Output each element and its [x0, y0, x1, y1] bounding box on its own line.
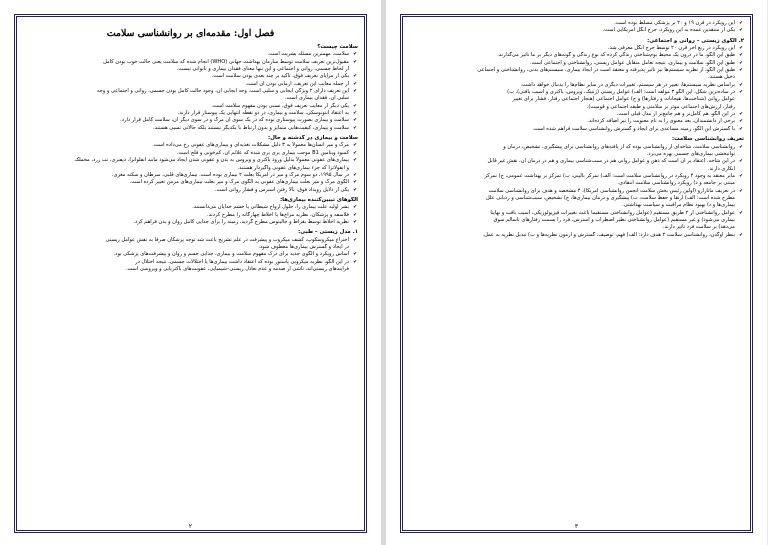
bullet-item: ✔ فلاسفه و پزشکان، نظریه مزاج‌ها یا اخلاط چهارگانه را مطرح کردند.: [23, 212, 358, 219]
bullet-item: ✔ از جمله معایب این تعریف، آرمانی بودن آن است.: [23, 81, 358, 88]
bullet-item: ✔ در این شاخه، اعتقاد بر آن است که ذهن و عوامل روانی هم در سبب‌شناسی بیماری و هم در درمان آن، نقش غیر قابل: [409, 158, 744, 165]
bullet-continuation: مطرح شده است: الف) ارتقا و حفظ سلامت، ب) پیشگیری و درمان بیماری‌ها، ج) تشخیص، سبب‌شناسی و ردیابی علل: [486, 194, 735, 201]
bullet-item: ✔ در این الگو، هم کامل‌تر و هم جامع‌تر از مدل قبلی است.: [409, 111, 744, 118]
bullet-continuation: مبتنی بر جامعه و د) رویکرد روانشناسی سلامت انتقادی.: [617, 180, 735, 187]
right-page-content: [409, 20, 744, 523]
left-page: [0, 0, 381, 545]
bullet-item: ✔ الگوی مرگ و میر بعلت بیماری‌های عفونی به الگوی مرگ و میر بعلت بیماری‌های مزمن تغییر کرده است.: [23, 179, 358, 186]
bullet-item: ✔ این رویکرد در ربع آخر قرن ۲۰ توسط جرج انگل معرفی شد.: [409, 45, 744, 52]
left-text-lines: [23, 44, 358, 273]
bullet-item: ✔ عوامل روانشناختی از ۲ طریق مستقیم (عوامل روانشناختی مستقیماً باعث تغییرات فیزیولوژیکی، آسیب بافت و نهایتاً: [409, 210, 744, 217]
bullet-item: ✔ طبق این الگو، سلامت و بیماری، نتیجه تعامل متقابل عوامل زیستی، روانشناختی و اجتماعی است.: [409, 60, 744, 67]
right-page: [386, 0, 767, 545]
section-heading: الگوهای تبیین‌کننده بیماری‌ها:: [280, 196, 358, 203]
bullet-item: ✔ روانشناسی سلامت، شاخه‌ای از روانشناسی بوده که از یافته‌های روانشناسی برای پیشگیری، تشخیص، درمان و: [409, 144, 744, 151]
bullet-item: ✔ یکی دیگر از معایب تعریف فوق، نسبی بودن مفهوم سلامت است.: [23, 103, 358, 110]
bullet-item: ✔ در ساده‌ترین شکل، این الگو ۳ مولفه است: الف) عوامل زیستی (ژنتیک، ویروس، باکتری و آسیب بافتی)، ب): [409, 89, 744, 96]
bullet-continuation: می‌دهد) بر سلامت فرد تاثیر دارند.: [662, 224, 735, 231]
bullet-item: ✔ اساس رویکرد و الگوی جدید برای درک مفهوم سلامت و بیماری، جدایی جسم و روان و پیشرفت‌های پزشکی بود.: [23, 251, 358, 258]
bullet-continuation: در ایجاد و گسترش بیماری‌ها معطوف شود.: [258, 243, 349, 250]
bullet-continuation: دخیل هستند.: [707, 74, 735, 81]
bullet-item: ✔ در این الگو، نظریه میکروبی پاستور بوده که اعتقاد داشت بیماری‌ها یا اختلالات جسمی، نتیجه اختلال در: [23, 259, 358, 266]
page-number: ۲: [188, 523, 193, 530]
section-heading: سلامت و بیماری در گذشته و حال:: [268, 135, 358, 142]
bullet-continuation: عوامل روانی (شناخت‌ها، هیجانات و رفتارها) و ج) عوامل اجتماعی (هنجار اجتماعی رفتار، فشار برای تغییر: [512, 96, 735, 103]
bullet-continuation: بیماری می‌شود) و غیر مستقیم (عوامل روانشناختی نظیر اضطراب و استرس، فرد را بسمت رفتارهای ناسالم سوق: [493, 216, 735, 223]
bullet-item: ✔ طبق این الگو، ما در درون یک محیط بوم‌شناختی زندگی کرده که نوع زندگی و گونه‌های دیگر بر ما تاثیر می‌گذارند.: [409, 52, 744, 59]
bullet-item: ✔ یکی از منتقدین عمده به این رویکرد، جرج انگل آمریکایی است.: [409, 27, 744, 34]
section-heading: ۱. مدل زیستی – طبی:: [298, 229, 358, 236]
bullet-continuation: سلبی آن، فقدان بیماری است.: [284, 95, 349, 102]
bullet-continuation: توانبخشی بیماری‌های جسمی بهره می‌برد.: [646, 150, 735, 157]
bullet-item: ✔ اختراع میکروسکوپ، کشف میکروب و پیشرفت در علم تشریح باعث شد توجه پزشکان صرفاً به نقش عوامل زیستی: [23, 237, 358, 244]
bullet-item: ✔ در سال ۱۹۹۵، دو سوم مرگ و میر در آمریکا بعلت ۲ بیماری بوده است. بیماری‌های قلبی، سرطان و سکته مغزی.: [23, 172, 358, 179]
bullet-continuation: از لحاظ جسمی، روانی و اجتماعی و این تنها معنای فقدان بیماری و ناتوانی نیست.: [176, 66, 349, 73]
left-page-content: [23, 20, 358, 523]
bullet-item: ✔ در تعریف ماتارازو (اولین رئیس بخش سلامت انجمن روانشناسی آمریکا)، ۴ مشخصه و هدف برای روانشناسی سلامت: [409, 188, 744, 195]
bullet-item: ✔ سلامت و بیماری، کیفیت‌هایی متمایز و بدون ارتباط با یکدیگر نیستند بلکه حالاتی نسبی هستند.: [23, 125, 358, 132]
bullet-continuation: فرآیندهای زیستی‌اند، ناشی از صدمه و عدم تعادل زیستی–شیمیایی، عفونت‌های باکتریایی و ویروسی است.: [125, 265, 349, 272]
bullet-item: ✔ بنظر اوگدن، روانشناسی سلامت ۲ هدف دارد: الف) فهم، توصیف، گسترش و آزمون نظریه‌ها و ب) تبدیل نظریه به عمل.: [409, 232, 744, 239]
section-heading: ۲. الگوی زیستی – روانی و اجتماعی:: [647, 37, 744, 44]
bullet-item: ✔ بشر اولیه علت بیماری را، حلول ارواح شیطانی یا خشم خدایان می‌دانستند.: [23, 204, 358, 211]
bullet-item: ✔ مقبول‌ترین تعریف سلامت توسط سازمان بهداشت جهانی (WHO) انجام شده که سلامت یعنی حالت خوب بودن کامل: [23, 59, 358, 66]
bullet-item: ✔ این تعریف دارای ۲ ویژگی ایجابی و سلبی است. وجه ایجابی آن، وجود حالت کامل بودن جسمی، روانی و اجتماعی و وجه: [23, 88, 358, 95]
bullet-item: ✔ طبق این الگو، از نظریه سیستم‌ها نیز تاثیر پذیرفته و معتقد است در ایجاد بیماری، سیستم‌های بدنی، روانشناختی و اجتماعی: [409, 67, 744, 74]
bullet-continuation: و آنفولانزا که جزء بیماری‌های عفونی واگیردار هستند.: [237, 164, 349, 171]
right-text-lines: [409, 20, 744, 239]
section-heading: تعریف روانشناسی سلامت:: [671, 136, 744, 143]
bullet-item: ✔ براساس نظریه سیستم‌ها، تغییر در هر سیستم، تغییرات دیگری در سایر نظام‌ها را بدنبال خواهد داشت.: [409, 82, 744, 89]
bullet-item: ✔ نظریه اخلاط توسط بقراط و جالینوس مطرح گردید، زمینه را برای جدایی کامل روان و بدن فراهم کرد.: [23, 219, 358, 226]
bullet-continuation: رفتار، ارزش‌های اجتماعی موثر بر سلامتی و طبقه اجتماعی و قومیت).: [586, 103, 735, 110]
bullet-item: ✔ سلامت و بیماری بصورت پیوستاری بوده که در یک سوی آن مرگ و در سوی دیگر آن، سلامت کامل قرار دارد.: [23, 117, 358, 124]
bullet-item: ✔ سلامت، مهمترین مسئله بشریت است.: [23, 51, 358, 58]
bullet-item: ✔ مرگ و میر انسان‌ها معمولاً به ۳ دلیل مشکلات تغذیه‌ای و بیماری‌های عفونی رخ می‌داده است.: [23, 142, 358, 149]
chapter-title: فصل اول: مقدمه‌ای بر روانشناسی سلامت: [106, 28, 275, 39]
section-heading: سلامت چیست؟: [317, 44, 358, 50]
bullet-item: ✔ برخی از دانشمندان، بعد معنوی را به نام معنویت را نیز اضافه کرده‌اند.: [409, 118, 744, 125]
bullet-continuation: بیماری‌ها و د) بهبود نظام مراقبت و سیاست بهداشتی.: [622, 202, 735, 209]
bullet-item: ✔ با گسترش این الگو، زمینه مساعدی برای ایجاد و گسترش روانشناسی سلامت فراهم شده است.: [409, 126, 744, 133]
bullet-continuation: انکاری دارند.: [707, 165, 735, 172]
bullet-item: ✔ به اعتقاد آنتونوسکی، سلامت و بیماری، در دو نقطه انتهایی یک پیوستار قرار دارند.: [23, 110, 358, 117]
bullet-item: ✔ یکی از دلایل رویداد فوق، بالا رفتن استرس و فشار روانی است.: [23, 187, 358, 194]
page-number: ۳: [574, 523, 579, 530]
bullet-item: ✔ بیماری‌های عفونی معمولاً بدلیل ورود باکتری و ویروس به بدن و عفونی شدن ایجاد می‌شود مانند آنفلوآنزا، دیفتری، تب زرد، مخملک: [23, 157, 358, 164]
bullet-item: ✔ کمبود ویتامین B1 موجب بیماری بری بری شده که علائم آن، کم‌خونی و فلج است.: [23, 150, 358, 157]
bullet-item: ✔ این رویکرد در قرن ۱۹ و ۲۰ بر پزشکی مسلط بوده است.: [409, 20, 744, 27]
bullet-item: ✔ یکی از مزایای تعریف فوق، تاکید بر چند بعدی بودن سلامت است.: [23, 73, 358, 80]
bullet-item: ✔ ماتر معتقد به وجود ۴ رویکرد در روانشناسی سلامت است: الف) تمرکز بالینی، ب) تمرکز بر بهداشت عمومی، ج) تمرکز: [409, 173, 744, 180]
